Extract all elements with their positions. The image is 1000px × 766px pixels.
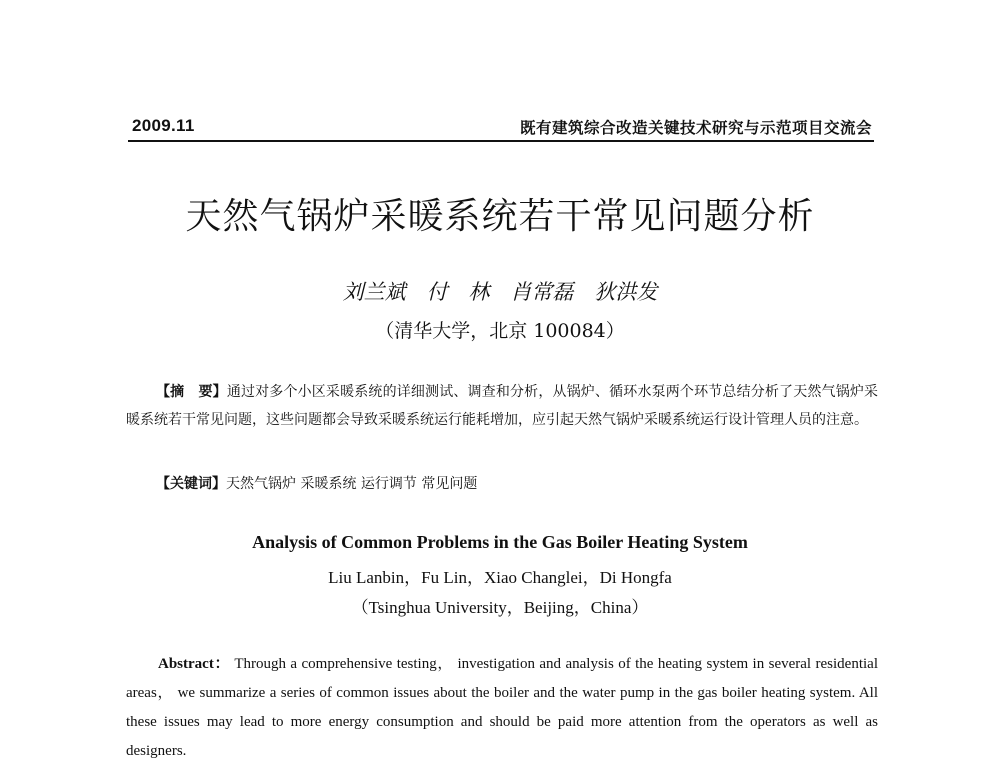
header-journal-name: 既有建筑综合改造关键技术研究与示范项目交流会	[519, 118, 872, 137]
affiliation-cn: （清华大学，北京 100084）	[375, 320, 625, 342]
keywords-cn-text: 天然气锅炉 采暖系统 运行调节 常见问题	[226, 476, 478, 492]
abstract-cn-label: 【摘 要】	[156, 384, 227, 400]
abstract-en-label: Abstract：	[158, 656, 231, 672]
paper-title-cn: 天然气锅炉采暖系统若干常见问题分析	[185, 196, 815, 237]
authors-en: Liu Lanbin，Fu Lin，Xiao Changlei，Di Hongfa	[328, 568, 672, 587]
abstract-cn	[126, 378, 878, 434]
keywords-cn	[126, 470, 878, 498]
header-rule	[128, 140, 874, 142]
authors-cn: 刘兰斌 付 林 肖常磊 狄洪发	[342, 280, 658, 304]
keywords-cn-label: 【关键词】	[156, 476, 226, 492]
affiliation-en: （Tsinghua University，Beijing，China）	[351, 598, 649, 617]
paper-title-en: Analysis of Common Problems in the Gas Boiler Heating System	[252, 532, 748, 552]
header-year-issue: 2009.11	[132, 116, 195, 135]
abstract-en	[126, 650, 878, 766]
abstract-cn-text: 通过对多个小区采暖系统的详细测试、调查和分析，从锅炉、循环水泵两个环节总结分析了天然气锅炉采暖系统若干常见问题，这些问题都会导致采暖系统运行能耗增加，应引起天然气锅炉采暖系统运行设计管理人员的注意。	[126, 384, 879, 428]
abstract-en-text: Through a comprehensive testing， investigation and analysis of the heating system in several residential areas， we summarize a series of common issues about the boiler and the water pump in the gas boiler heating system. All these issues may lead to more energy consumption and should be paid more attention from the operators as well as designers.	[126, 656, 878, 759]
